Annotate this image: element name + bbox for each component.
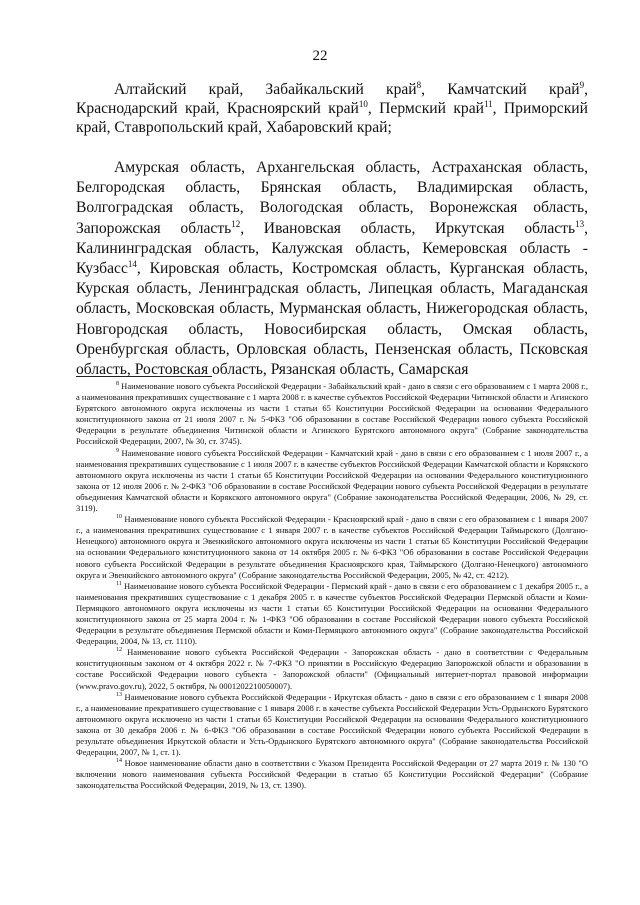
footnote-ref: 8 xyxy=(416,79,422,90)
regions-oblast-paragraph xyxy=(76,158,588,380)
footnote xyxy=(76,758,588,791)
footnote-number: 10 xyxy=(116,514,122,521)
page-number: 22 xyxy=(312,48,328,64)
footnote-number: 12 xyxy=(116,647,122,654)
footnote-text: Наименование нового субъекта Российской Федерации - Пермский край - дано в связи с его образованием с 1 декабря 2005 г., а наименования прекративших существование с 1 декабря 2005 г. в качестве субъектов Российской Федерации Пермской области и Коми-Пермяцкого автономного округа исключены из части 1 статьи 65 Конституции Российской Федерации на основании Федерального конституционного закона от 25 марта 2004 г. № 1-ФКЗ "Об образовании в составе Российской Федерации нового субъекта Российской Федерации в результате объединения Пермской области и Коми-Пермяцкого автономного округа" (Собрание законодательства Российской Федерации, 2004, № 13, ст. 1110). xyxy=(76,580,588,647)
body-text: , Пермский край xyxy=(367,100,484,118)
footnote-number: 13 xyxy=(116,691,122,698)
footnote-ref: 11 xyxy=(483,99,493,110)
footnote-ref: 10 xyxy=(358,99,368,110)
footnote-text: Наименование нового субъекта Российской Федерации - Запорожская область - дано в соответствии с Федеральным конституционным законом от 4 октября 2022 г. № 7-ФКЗ "О принятии в Российскую Федерацию Запорожской области и образовании в составе Российской Федерации нового субъекта - Запорожской области" (Официальный интернет-портал правовой информации (www.pravo.gov.ru), 2022, 5 октября, № 0001202210050007). xyxy=(76,647,588,691)
footnote-text: Наименование нового субъекта Российской Федерации - Красноярский край - дано в связи с его образованием с 1 января 2007 г., а наименования прекративших существование с 1 января 2007 г. в качестве субъектов Российской Федерации Таймырского (Долгано-Ненецкого) автономного округа и Эвенкийского автономного округа исключены из части 1 статьи 65 Конституции Российской Федерации на основании Федерального конституционного закона от 14 октября 2005 г. № 6-ФКЗ "Об образовании в составе Российской Федерации нового субъекта Российской Федерации в результате объединения Красноярского края, Таймырского (Долгано-Ненецкого) автономного округа и Эвенкийского автономного округа" (Собрание законодательства Российской Федерации, 2005, № 42, ст. 4212). xyxy=(76,514,588,580)
footnote-number: 8 xyxy=(116,381,119,388)
footnote-ref: 12 xyxy=(231,218,241,229)
regions-krai-paragraph xyxy=(76,80,588,138)
footnote-ref: 13 xyxy=(575,218,585,229)
oblast-list-text xyxy=(76,158,588,380)
body-text: , Кировская область, Костромская область, Курганская область, Курская область, Ленинградская область, Липецкая область, Магаданская область, Московская область, Мурманская область, Нижегородская область, Новгородская область, Новосибирская область, Омская область, Оренбургская область, Орловская область, Пензенская область, Псковская область, Ростовская область, Рязанская область, Самарская xyxy=(76,260,588,379)
body-text: , Приморский край, Ставропольский край, Хабаровский край; xyxy=(76,100,588,137)
footnote xyxy=(76,448,588,515)
footnote-ref: 14 xyxy=(127,258,137,269)
footnote xyxy=(76,692,588,759)
footnote xyxy=(76,647,588,691)
body-text: , Калининградская область, Калужская область, Кемеровская область - Кузбасс xyxy=(76,219,589,278)
body-text: , Краснодарский край, Красноярский край xyxy=(76,81,588,118)
footnote-text: Наименование нового субъекта Российской Федерации - Забайкальский край - дано в связи с его образованием с 1 марта 2008 г., а наименования прекративших существование с 1 марта 2008 г. в качестве субъектов Российской Федерации Читинской области и Агинского Бурятского автономного округа исключены из части 1 статьи 65 Конституции Российской Федерации на основании Федерального конституционного закона от 21 июля 2007 г. № 5-ФКЗ "Об образовании в составе Российской Федерации нового субъекта Российской Федерации в результате объединения Читинской области и Агинского Бурятского автономного округа" (Собрание законодательства Российской Федерации, 2007, № 30, ст. 3745). xyxy=(76,381,588,447)
body-text: Амурская область, Архангельская область, Астраханская область, Белгородская область, Брянская область, Владимирская область, Волгоградская область, Вологодская область, Воронежская область, Запорожская область xyxy=(76,159,588,237)
body-text: , Камчатский край xyxy=(421,81,580,98)
body-text: , Ивановская область, Иркутская область xyxy=(240,219,576,237)
body-text: Алтайский край, Забайкальский край xyxy=(114,81,417,98)
footnotes-section xyxy=(76,381,588,791)
footnote-number: 9 xyxy=(116,447,119,454)
footnote-number: 11 xyxy=(116,580,122,587)
footnote-text: Наименование нового субъекта Российской Федерации - Иркутская область - дано в связи с его образованием с 1 января 2008 г., а наименование прекратившего существование с 1 января 2008 г. в качестве субъекта Российской Федерации Усть-Ордынского Бурятского автономного округа исключено из части 1 статьи 65 Конституции Российской Федерации на основании Федерального конституционного закона от 30 декабря 2006 г. № 6-ФКЗ "Об образовании в составе Российской Федерации нового субъекта Российской Федерации в результате объединения Иркутской области и Усть-Ордынского Бурятского автономного округа" (Собрание законодательства Российской Федерации, 2007, № 1, ст. 1). xyxy=(76,691,588,758)
footnote xyxy=(76,581,588,648)
footnote-separator xyxy=(76,376,212,377)
footnote-text: Наименование нового субъекта Российской Федерации - Камчатский край - дано в связи с его образованием с 1 июля 2007 г., а наименования прекративших существование с 1 июля 2007 г. в качестве субъектов Российской Федерации Камчатской области и Корякского автономного округа исключены из части 1 статьи 65 Конституции Российской Федерации на основании Федерального конституционного закона от 12 июля 2006 г. № 2-ФКЗ "Об образовании в составе Российской Федерации нового субъекта Российской Федерации в результате объединения Камчатской области и Корякского автономного округа" (Собрание законодательства Российской Федерации, 2006, № 29, ст. 3119). xyxy=(76,447,588,514)
krai-list-text xyxy=(76,80,588,138)
footnote-text: Новое наименование области дано в соответствии с Указом Президента Российской Федерации от 27 марта 2019 г. № 130 "О включении нового наименования субъекта Российской Федерации в статью 65 Конституции Российской Федерации" (Собрание законодательства Российской Федерации, 2019, № 13, ст. 1390). xyxy=(76,758,588,791)
footnote xyxy=(76,381,588,448)
footnote-ref: 9 xyxy=(579,79,585,90)
footnote-number: 14 xyxy=(116,758,122,765)
footnote xyxy=(76,514,588,581)
